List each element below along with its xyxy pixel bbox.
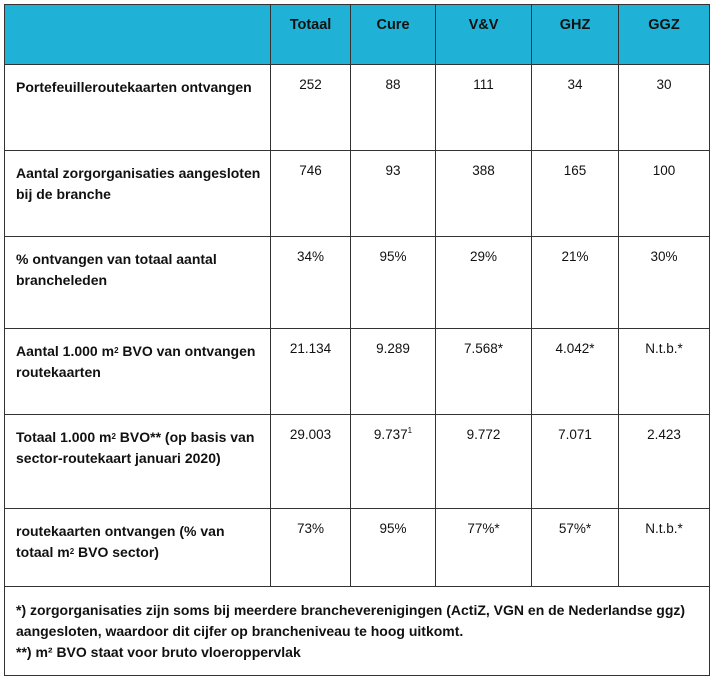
row-label [5, 509, 271, 587]
header-ghz: GHZ [532, 5, 619, 65]
row-label-text: routekaarten ontvangen (% van totaal m [16, 523, 225, 560]
table-row [5, 151, 710, 237]
cell-totaal: 34% [271, 237, 351, 329]
cell-vv: 111 [436, 65, 532, 151]
table-row [5, 65, 710, 151]
cell-vv: 77%* [436, 509, 532, 587]
table-row [5, 415, 710, 509]
table-row [5, 509, 710, 587]
cell-cure: 95% [351, 509, 436, 587]
row-label-text: Aantal zorgorganisaties aangesloten bij de branche [16, 165, 261, 202]
row-label [5, 65, 271, 151]
header-vv: V&V [436, 5, 532, 65]
header-empty [5, 5, 271, 65]
header-totaal: Totaal [271, 5, 351, 65]
cell-totaal: 21.134 [271, 329, 351, 415]
cell-cure: 9.289 [351, 329, 436, 415]
cell-ggz: 30% [619, 237, 710, 329]
row-label-text: BVO sector) [74, 544, 159, 560]
superscript: 2 [69, 547, 75, 556]
row-label-text: BVO** (op basis van sector-routekaart januari 2020) [16, 429, 255, 466]
cell-ghz: 4.042* [532, 329, 619, 415]
cell-totaal: 746 [271, 151, 351, 237]
row-label [5, 415, 271, 509]
footnote-row [5, 587, 710, 676]
cell-ggz: 2.423 [619, 415, 710, 509]
cell-ggz: N.t.b.* [619, 329, 710, 415]
header-cure: Cure [351, 5, 436, 65]
superscript: 2 [114, 346, 119, 355]
cell-cure-value: 9.737 [373, 427, 408, 442]
row-label [5, 151, 271, 237]
cell-ggz: 100 [619, 151, 710, 237]
cell-cure: 93 [351, 151, 436, 237]
row-label [5, 329, 271, 415]
cell-ghz: 34 [532, 65, 619, 151]
cell-ghz: 7.071 [532, 415, 619, 509]
row-label-text: Portefeuilleroutekaarten ontvangen [16, 79, 252, 95]
superscript: 2 [111, 432, 116, 441]
cell-ghz: 57%* [532, 509, 619, 587]
cell-ggz: 30 [619, 65, 710, 151]
footnotes [5, 587, 710, 676]
table-row [5, 329, 710, 415]
header-ggz: GGZ [619, 5, 710, 65]
cell-totaal: 252 [271, 65, 351, 151]
row-label-text: Totaal 1.000 m [16, 429, 112, 445]
header-row [5, 5, 710, 65]
cell-totaal: 73% [271, 509, 351, 587]
cell-ggz: N.t.b.* [619, 509, 710, 587]
cell-ghz: 21% [532, 237, 619, 329]
row-label-text: BVO van ontvangen routekaarten [16, 343, 256, 380]
row-label-text: Aantal 1.000 m [16, 343, 115, 359]
cell-ghz: 165 [532, 151, 619, 237]
cell-cure [351, 415, 436, 509]
row-label-text: % ontvangen van totaal aantal brancheleden [16, 251, 217, 288]
footnote-2: **) m² BVO staat voor bruto vloeroppervlak [16, 644, 301, 660]
table-row [5, 237, 710, 329]
portfolio-table [4, 4, 710, 676]
cell-cure: 88 [351, 65, 436, 151]
cell-totaal: 29.003 [271, 415, 351, 509]
footnote-1: *) zorgorganisaties zijn soms bij meerdere brancheverenigingen (ActiZ, VGN en de Nederlandse ggz) aangesloten, waardoor dit cijfer op brancheniveau te hoog uitkomt. [16, 602, 686, 639]
row-label [5, 237, 271, 329]
footnote-marker: 1 [407, 426, 413, 435]
cell-cure: 95% [351, 237, 436, 329]
cell-vv: 388 [436, 151, 532, 237]
cell-vv: 29% [436, 237, 532, 329]
cell-vv: 7.568* [436, 329, 532, 415]
cell-vv: 9.772 [436, 415, 532, 509]
